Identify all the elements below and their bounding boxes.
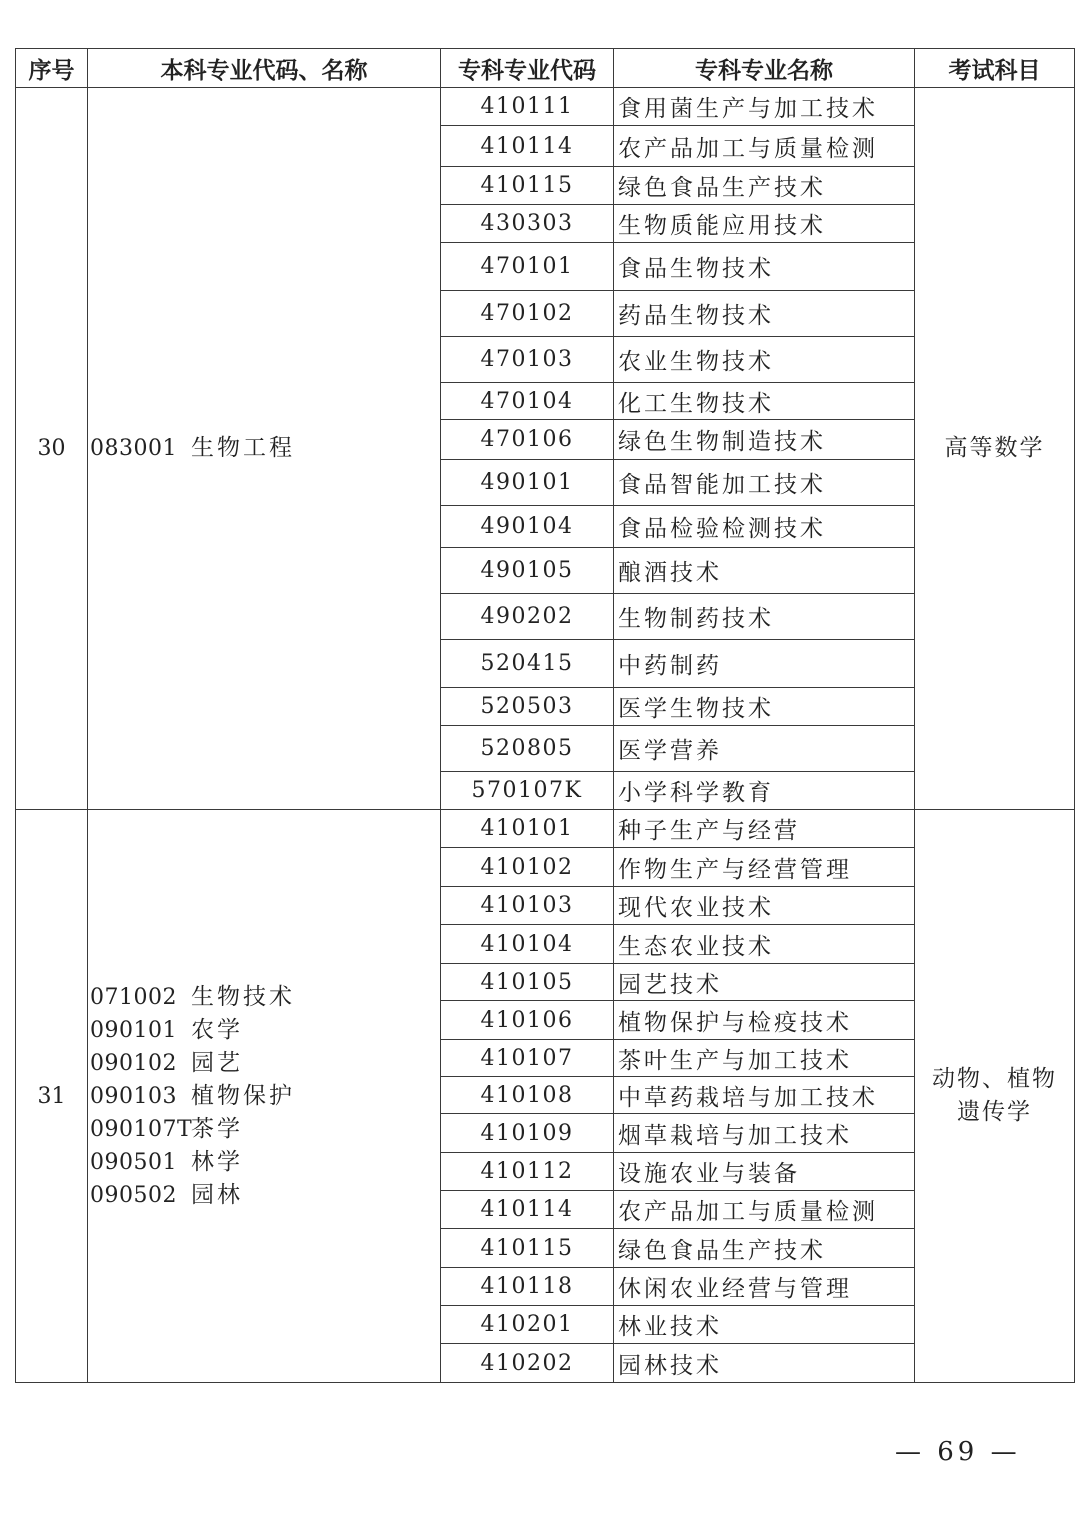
college-major-name: 农产品加工与质量检测 — [614, 1191, 915, 1229]
table-row — [16, 810, 1075, 848]
college-major-name: 绿色食品生产技术 — [614, 1229, 915, 1268]
college-major-name: 食品智能加工技术 — [614, 460, 915, 506]
college-major-code: 410118 — [441, 1268, 614, 1306]
college-major-code: 410115 — [441, 167, 614, 205]
college-major-name: 医学生物技术 — [614, 688, 915, 726]
exam-subject-cell — [915, 88, 1075, 810]
college-major-name: 烟草栽培与加工技术 — [614, 1114, 915, 1153]
college-major-name: 食品检验检测技术 — [614, 506, 915, 548]
college-major-name: 化工生物技术 — [614, 383, 915, 420]
major-mapping-table — [15, 48, 1075, 1383]
undergrad-major-cell — [88, 88, 441, 810]
college-major-code: 430303 — [441, 205, 614, 243]
college-major-code: 410114 — [441, 126, 614, 167]
table-header-row — [16, 49, 1075, 88]
undergrad-major-cell — [88, 810, 441, 1383]
seq-cell: 30 — [16, 88, 88, 810]
undergrad-major-entry — [90, 1014, 440, 1047]
undergrad-major-name: 园林 — [191, 1181, 243, 1208]
seq-cell: 31 — [16, 810, 88, 1383]
college-major-code: 470104 — [441, 383, 614, 420]
college-major-code: 410201 — [441, 1306, 614, 1344]
header-undergrad-major: 本科专业代码、名称 — [88, 49, 441, 88]
college-major-name: 药品生物技术 — [614, 291, 915, 337]
college-major-name: 作物生产与经营管理 — [614, 848, 915, 887]
undergrad-major-code: 090107T — [90, 1116, 193, 1142]
college-major-name: 中草药栽培与加工技术 — [614, 1077, 915, 1114]
undergrad-major-entry — [90, 1146, 440, 1179]
undergrad-major-code: 090502 — [90, 1182, 177, 1208]
college-major-name: 食用菌生产与加工技术 — [614, 88, 915, 126]
college-major-code: 470103 — [441, 337, 614, 383]
header-seq: 序号 — [16, 49, 88, 88]
college-major-name: 小学科学教育 — [614, 772, 915, 810]
page-number: — 69 — — [895, 1437, 1021, 1467]
table-body — [16, 88, 1075, 1383]
college-major-name: 园艺技术 — [614, 964, 915, 1001]
college-major-code: 410202 — [441, 1344, 614, 1383]
college-major-code: 410101 — [441, 810, 614, 848]
college-major-name: 农业生物技术 — [614, 337, 915, 383]
undergrad-major-name: 植物保护 — [191, 1082, 295, 1109]
undergrad-major-code: 090102 — [90, 1050, 177, 1076]
college-major-code: 410105 — [441, 964, 614, 1001]
undergrad-major-entry — [90, 1113, 440, 1146]
undergrad-major-entry — [90, 1179, 440, 1212]
college-major-code: 410104 — [441, 925, 614, 964]
college-major-code: 410103 — [441, 887, 614, 925]
undergrad-major-entry — [90, 1047, 440, 1080]
college-major-code: 570107K — [441, 772, 614, 810]
college-major-name: 医学营养 — [614, 726, 915, 772]
college-major-code: 410102 — [441, 848, 614, 887]
exam-subject-cell — [915, 810, 1075, 1383]
college-major-name: 林业技术 — [614, 1306, 915, 1344]
header-college-code: 专科专业代码 — [441, 49, 614, 88]
college-major-code: 490202 — [441, 594, 614, 640]
college-major-name: 生态农业技术 — [614, 925, 915, 964]
college-major-name: 生物质能应用技术 — [614, 205, 915, 243]
college-major-code: 410115 — [441, 1229, 614, 1268]
college-major-name: 茶叶生产与加工技术 — [614, 1040, 915, 1077]
undergrad-major-code: 083001 — [90, 436, 177, 461]
college-major-code: 520805 — [441, 726, 614, 772]
college-major-name: 休闲农业经营与管理 — [614, 1268, 915, 1306]
undergrad-major-entry — [90, 1080, 440, 1113]
college-major-name: 种子生产与经营 — [614, 810, 915, 848]
college-major-code: 410107 — [441, 1040, 614, 1077]
college-major-name: 现代农业技术 — [614, 887, 915, 925]
undergrad-major-name: 园艺 — [191, 1049, 243, 1076]
college-major-name: 设施农业与装备 — [614, 1153, 915, 1191]
college-major-code: 470101 — [441, 243, 614, 291]
college-major-name: 园林技术 — [614, 1344, 915, 1383]
undergrad-major-name: 农学 — [191, 1016, 243, 1043]
college-major-code: 410109 — [441, 1114, 614, 1153]
college-major-name: 绿色生物制造技术 — [614, 420, 915, 460]
college-major-name: 中药制药 — [614, 640, 915, 688]
undergrad-major-name: 茶学 — [191, 1115, 243, 1142]
header-college-name: 专科专业名称 — [614, 49, 915, 88]
exam-subject-line: 动物、植物 — [932, 1066, 1057, 1092]
college-major-code: 490105 — [441, 548, 614, 594]
undergrad-major-code: 090101 — [90, 1017, 177, 1043]
college-major-name: 植物保护与检疫技术 — [614, 1001, 915, 1040]
college-major-code: 410112 — [441, 1153, 614, 1191]
college-major-code: 470102 — [441, 291, 614, 337]
undergrad-major-name: 林学 — [191, 1148, 243, 1175]
college-major-name: 酿酒技术 — [614, 548, 915, 594]
college-major-name: 食品生物技术 — [614, 243, 915, 291]
undergrad-major-code: 090103 — [90, 1083, 177, 1109]
undergrad-major-name: 生物技术 — [191, 983, 295, 1010]
college-major-code: 410108 — [441, 1077, 614, 1114]
college-major-code: 490101 — [441, 460, 614, 506]
college-major-code: 410106 — [441, 1001, 614, 1040]
table-row — [16, 88, 1075, 126]
college-major-name: 农产品加工与质量检测 — [614, 126, 915, 167]
college-major-code: 470106 — [441, 420, 614, 460]
college-major-code: 490104 — [441, 506, 614, 548]
header-exam-subject: 考试科目 — [915, 49, 1075, 88]
college-major-name: 绿色食品生产技术 — [614, 167, 915, 205]
exam-subject-line: 高等数学 — [944, 435, 1045, 461]
undergrad-major-entry — [90, 432, 440, 465]
undergrad-major-entry — [90, 981, 440, 1014]
exam-subject-line: 遗传学 — [957, 1099, 1032, 1125]
college-major-code: 410114 — [441, 1191, 614, 1229]
undergrad-major-name: 生物工程 — [191, 435, 295, 461]
college-major-code: 520415 — [441, 640, 614, 688]
college-major-name: 生物制药技术 — [614, 594, 915, 640]
college-major-code: 520503 — [441, 688, 614, 726]
undergrad-major-code: 090501 — [90, 1149, 177, 1175]
college-major-code: 410111 — [441, 88, 614, 126]
undergrad-major-code: 071002 — [90, 984, 177, 1010]
